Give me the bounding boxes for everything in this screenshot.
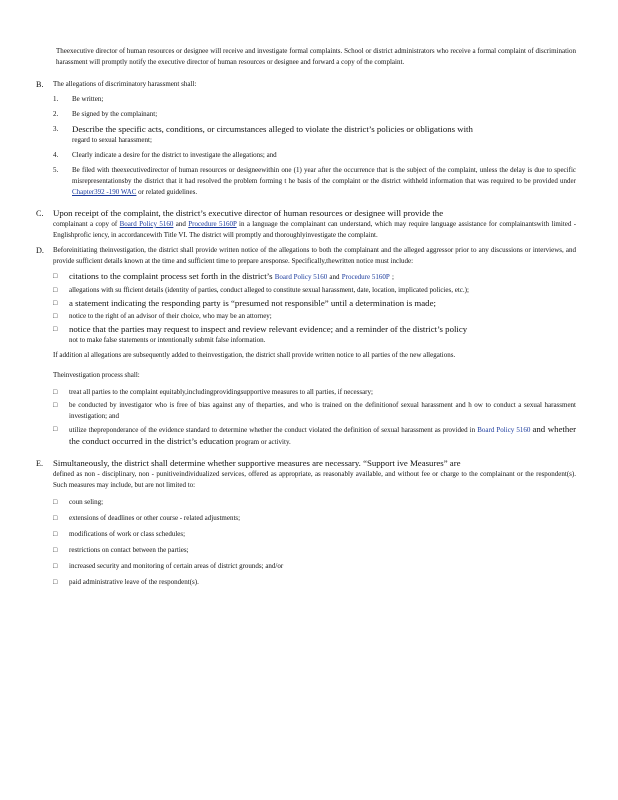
board-policy-link[interactable]: Board Policy 5160: [477, 426, 531, 434]
procedure-link[interactable]: Procedure 5160P: [188, 220, 237, 228]
item-text: restrictions on contact between the parties;: [69, 546, 189, 554]
bullet-icon: □: [53, 401, 58, 409]
item-number: 4.: [53, 151, 59, 159]
text-part-bold: and whether the conduct occurred in the district’s education: [69, 424, 577, 446]
list-item: [53, 513, 576, 524]
item-text: coun seling;: [69, 498, 104, 506]
item-number: 3.: [53, 125, 59, 133]
section-b-marker: B.: [36, 80, 44, 89]
list-item: [53, 271, 576, 283]
board-policy-link[interactable]: Board Policy 5160: [274, 273, 328, 281]
item-text: paid administrative leave of the respondent(s).: [69, 578, 199, 586]
section-c: [36, 208, 576, 241]
text-part: utilize thepreponderance of the evidence standard to determine whether the conduct violated the definition of sexual harassment as provided in: [69, 426, 476, 434]
list-item: [53, 124, 576, 146]
item-text: [69, 271, 394, 283]
bullet-icon: □: [53, 388, 58, 396]
text-part: and: [175, 220, 186, 228]
text-part: ;: [391, 273, 394, 281]
list-item: [53, 298, 576, 309]
section-c-marker: C.: [36, 209, 44, 218]
list-item: [53, 324, 576, 346]
item-number: 1.: [53, 95, 59, 103]
list-item: [53, 150, 576, 161]
bullet-icon: □: [53, 530, 58, 538]
wac-chapter-link[interactable]: Chapter392 -190 WAC: [72, 188, 137, 196]
procedure-link[interactable]: Procedure 5160P: [341, 273, 390, 281]
text-part: and: [329, 273, 340, 281]
list-item: [53, 94, 576, 105]
intro-paragraph: Theexecutive director of human resources or designee will receive and investigate formal complaints. School or district administrators who receive a formal complaint of discrimination harassment will promptly notify the executive director of human resources or designee and forward a copy of the complaint.: [56, 47, 576, 66]
list-item: [53, 545, 576, 556]
section-e: [36, 458, 576, 588]
item-text: regard to sexual harassment;: [72, 136, 152, 144]
section-c-bold-text: Upon receipt of the complaint, the district’s executive director of human resources or designee will provide the: [53, 208, 444, 218]
bullet-icon: □: [53, 562, 58, 570]
item-bold-text: Describe the specific acts, conditions, or circumstances alleged to violate the district’s policies or obligations with: [72, 124, 473, 134]
item-text: be conducted by investigator who is free of bias against any of theparties, and who is trained on the definitionof sexual harassment and h ow to conduct a sexual harassment investigation; and: [69, 401, 576, 420]
section-e-marker: E.: [36, 459, 44, 468]
bullet-icon: □: [53, 514, 58, 522]
process-lead: Theinvestigation process shall:: [53, 371, 140, 379]
list-item: [53, 497, 576, 508]
item-text: extensions of deadlines or other course - related adjustments;: [69, 514, 241, 522]
item-text: notice to the right of an advisor of their choice, who may be an attorney;: [69, 312, 272, 320]
list-item: [53, 165, 576, 198]
item-text: a statement indicating the responding party is “presumed not responsible” until a determination is made;: [69, 298, 436, 308]
item-bold-text: notice that the parties may request to inspect and review relevant evidence; and a reminder of the district’s policy: [69, 324, 468, 334]
bullet-icon: □: [53, 498, 58, 506]
bullet-icon: □: [53, 286, 58, 294]
list-item: [53, 561, 576, 572]
section-e-text: defined as non - disciplinary, non - punitiveindividualized services, offered as appropriate, as reasonably available, and without fee or charge to the complainant or the respondent(s). Such measures may include, but are not limited to:: [53, 470, 576, 489]
board-policy-link[interactable]: Board Policy 5160: [119, 220, 174, 228]
bullet-icon: □: [53, 272, 58, 280]
section-d: [36, 245, 576, 448]
item-text: treat all parties to the complaint equitably,includingprovidingsupportive measures to all parties, if necessary;: [69, 388, 373, 396]
list-item: [53, 424, 576, 448]
item-text: [69, 424, 576, 448]
item-number: 5.: [53, 166, 59, 174]
text-part: complainant a copy of: [53, 220, 118, 228]
section-b: [36, 79, 576, 198]
bullet-icon: □: [53, 325, 58, 333]
item-text: Be signed by the complainant;: [72, 110, 158, 118]
item-text-part: Be filed with theexecutivedirector of human resources or designeewithin one (1) year after the occurrence that is the subject of the complaint, unless the delay is due to specific misrepresentationsby the district that it had resolved the problem forming t he basis of the complaint or the district withheld information that was required to be provided under: [72, 166, 576, 185]
item-text: not to make false statements or intentionally submit false information.: [69, 336, 266, 344]
section-c-text: [53, 219, 576, 241]
list-item: [53, 285, 576, 296]
text-part: citations to the complaint process set forth in the district’s: [69, 271, 273, 281]
item-text: Clearly indicate a desire for the district to investigate the allegations; and: [72, 151, 277, 159]
section-b-heading: The allegations of discriminatory harassment shall:: [53, 80, 197, 88]
bullet-icon: □: [53, 312, 58, 320]
item-text: increased security and monitoring of certain areas of district grounds; and/or: [69, 562, 284, 570]
item-text: allegations with su fficient details (identity of parties, conduct alleged to constitute sexual harassment, date, location, implicated policies, etc.);: [69, 286, 469, 294]
list-item: [53, 577, 576, 588]
item-number: 2.: [53, 110, 59, 118]
item-text-part: or related guidelines.: [138, 188, 198, 196]
section-d-lead: Beforeinitiating theinvestigation, the district shall provide written notice of the allegations to both the complainant and the alleged aggressor prior to any discussions or interviews, and provide sufficient details known at the time and sufficient time to prepare aresponse. Specifically,thewritten notice must include:: [53, 246, 576, 265]
list-item: [53, 400, 576, 422]
item-text: modifications of work or class schedules;: [69, 530, 186, 538]
bullet-icon: □: [53, 578, 58, 586]
text-part: in a language the complainant can understand, which may require language assistance for complainantswith limited - Englishprofic iency, in accordancewith Title VI. The district will promptly and thoroughlyinvestigate the complaint.: [53, 220, 577, 239]
text-part: program or activity.: [235, 438, 291, 446]
bullet-icon: □: [53, 425, 58, 433]
list-item: [53, 311, 576, 322]
section-e-bold-text: Simultaneously, the district shall determine whether supportive measures are necessary. “Support ive Measures” are: [53, 458, 461, 468]
item-text: [72, 165, 576, 198]
list-item: [53, 109, 576, 120]
additional-allegations-text: If addition al allegations are subsequently added to theinvestigation, the district shall provide written notice to all parties of the new allegations.: [53, 351, 456, 359]
list-item: [53, 529, 576, 540]
bullet-icon: □: [53, 546, 58, 554]
item-text: Be written;: [72, 95, 104, 103]
section-d-marker: D.: [36, 246, 44, 255]
bullet-icon: □: [53, 299, 58, 307]
list-item: [53, 387, 576, 398]
